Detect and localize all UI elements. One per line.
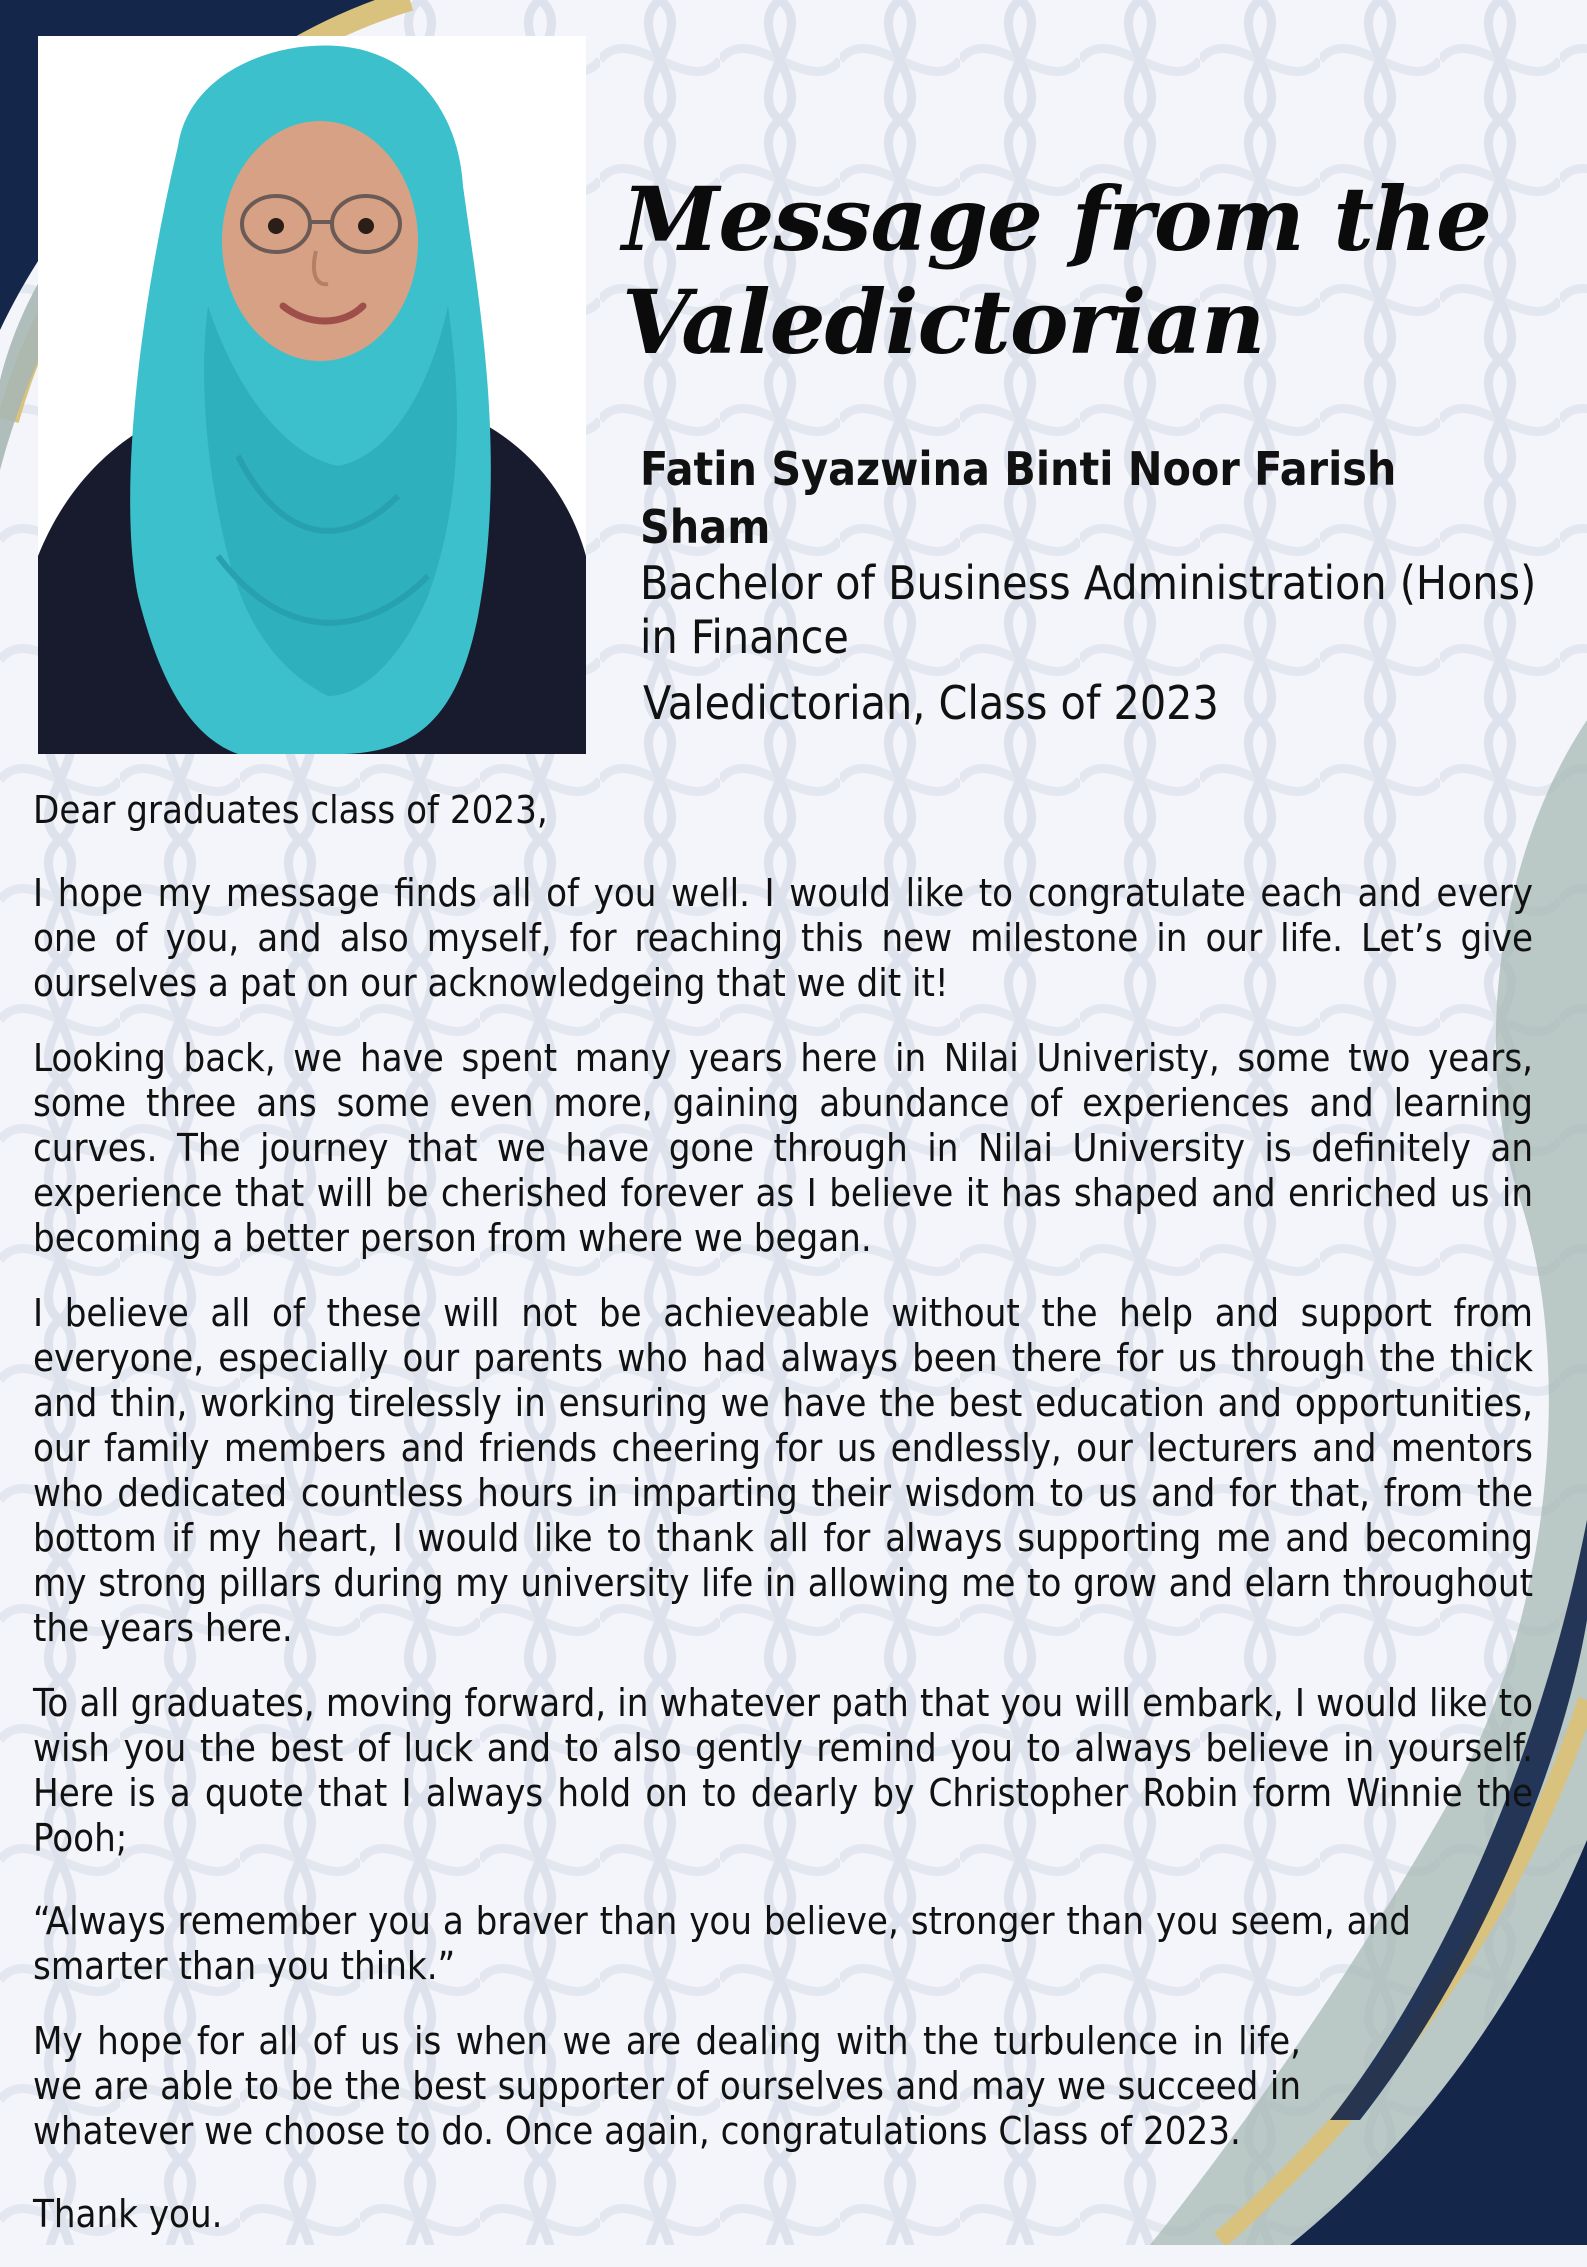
paragraph-2: Looking back, we have spent many years here in Nilai Univeristy, some two years, some three ans some even more, gaining abundance of experiences and learning curves. The journey that we have gone through in Nilai University is definitely an experience that will be cherished forever as I believe it has shaped and enriched us in becoming a better person from where we began. bbox=[33, 1036, 1533, 1260]
salutation: Dear graduates class of 2023, bbox=[33, 788, 548, 832]
paragraph-4: To all graduates, moving forward, in whatever path that you will embark, I would like to wish you the best of luck and to also gently remind you to always believe in yourself. Here is a quote that I always hold on to dearly by Christopher Robin form Winnie the Pooh; bbox=[33, 1681, 1533, 1860]
title-line-1: Message from the bbox=[622, 167, 1491, 271]
paragraph-1: I hope my message finds all of you well. I would like to congratulate each and every one of you, and also myself, for reaching this new milestone in our life. Let’s give ourselves a pat on our acknowledgeing that we dit it! bbox=[33, 871, 1533, 1005]
degree-line-2: in Finance bbox=[640, 610, 849, 664]
letter-body bbox=[33, 788, 1533, 2267]
title-line-2: Valedictorian bbox=[622, 270, 1265, 374]
signoff: Thank you. bbox=[33, 2192, 223, 2236]
paragraph-3: I believe all of these will not be achieveable without the help and support from everyone, especially our parents who had always been there for us through the thick and thin, working tirelessly in ensuring we have the best education and opportunities, our family members and friends cheering for us endlessly, our lecturers and mentors who dedicated countless hours in imparting their wisdom to us and for that, from the bottom if my heart, I would like to thank all for always supporting me and becoming my strong pillars during my university life in allowing me to grow and elarn throughout the years here. bbox=[33, 1291, 1533, 1650]
degree-line-1: Bachelor of Business Administration (Hons) bbox=[640, 556, 1537, 610]
valedictorian-name: Fatin Syazwina Binti Noor Farish Sham bbox=[640, 442, 1397, 554]
quote: “Always remember you a braver than you believe, stronger than you seem, and smarter than you think.” bbox=[33, 1899, 1411, 1988]
valedictorian-role: Valedictorian, Class of 2023 bbox=[643, 676, 1219, 730]
valedictorian-portrait-photo bbox=[38, 36, 586, 754]
valedictorian-info bbox=[640, 440, 1540, 730]
page-title bbox=[622, 168, 1522, 374]
closing-paragraph: My hope for all of us is when we are dealing with the turbulence in life, we are able to be the best supporter of ourselves and may we succeed in whatever we choose to do. Once again, congratulations Class of 2023. bbox=[33, 2019, 1301, 2153]
